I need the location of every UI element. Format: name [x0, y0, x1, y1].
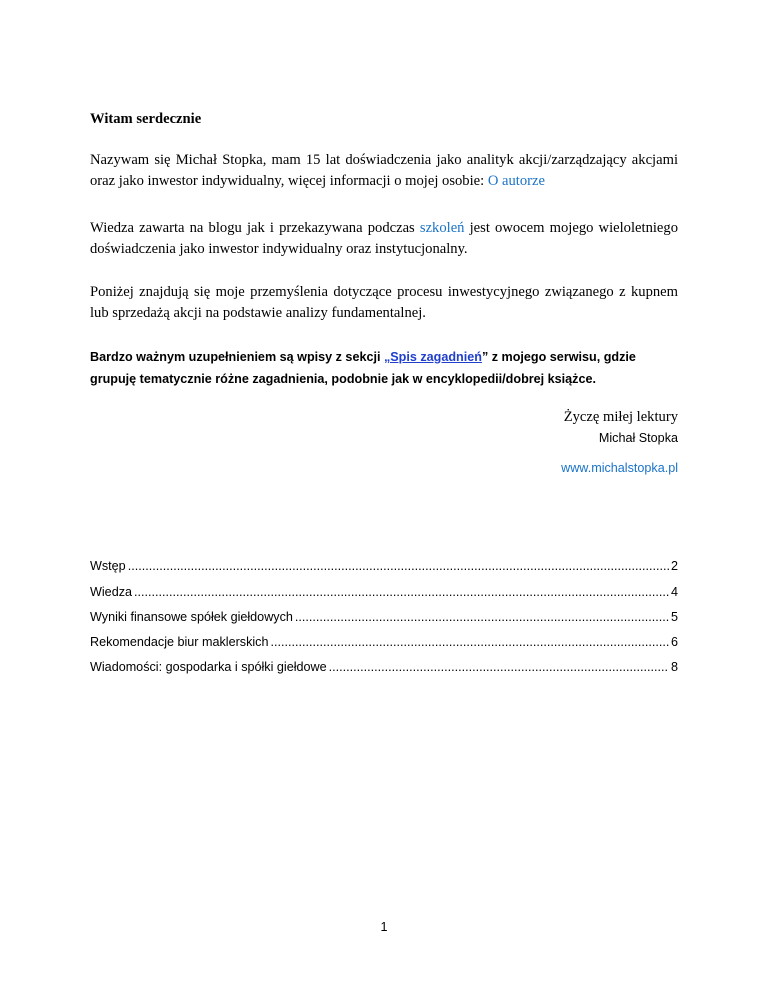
about-author-link[interactable]: O autorze — [487, 173, 545, 189]
toc-leader-dots — [128, 556, 669, 577]
toc-entry[interactable] — [90, 657, 678, 677]
website-link[interactable]: www.michalstopka.pl — [561, 461, 678, 475]
knowledge-text-before: Wiedza zawarta na blogu jak i przekazywana podczas — [90, 220, 420, 236]
toc-entry-label: Wiadomości: gospodarka i spółki giełdowe — [90, 660, 327, 674]
toc-leader-dots — [329, 657, 669, 678]
trainings-link[interactable]: szkoleń — [419, 220, 465, 236]
greeting-heading: Witam serdecznie — [90, 111, 202, 127]
toc-entry-page: 4 — [670, 585, 678, 599]
toc-leader-dots — [134, 582, 669, 603]
toc-entry-label: Rekomendacje biur maklerskich — [90, 635, 269, 649]
page-number: 1 — [380, 920, 388, 934]
toc-entry-label: Wyniki finansowe spółek giełdowych — [90, 610, 293, 624]
important-text-before: Bardzo ważnym uzupełnieniem są wpisy z sekcji — [90, 350, 384, 364]
important-text-after: ” z mojego serwisu, gdzie grupuję tematycznie różne zagadnienia, podobnie jak w encyklopedii/dobrej książce. — [90, 350, 636, 386]
knowledge-paragraph — [90, 218, 678, 260]
topics-index-link[interactable]: „Spis zagadnień — [383, 350, 482, 364]
toc-entry-label: Wstęp — [90, 559, 126, 573]
toc-entry-page: 5 — [670, 610, 678, 624]
toc-leader-dots — [295, 607, 669, 628]
toc-leader-dots — [270, 632, 669, 653]
toc-entry-page: 6 — [670, 635, 678, 649]
toc-entry-label: Wiedza — [90, 585, 132, 599]
knowledge-text-after: jest owocem mojego wieloletniego doświadczenia jako inwestor indywidualny oraz instytucjonalny. — [90, 220, 678, 257]
wish-line: Życzę miłej lektury — [563, 409, 678, 425]
website-link-row — [90, 458, 678, 479]
author-name: Michał Stopka — [598, 431, 678, 445]
important-paragraph — [90, 346, 678, 390]
intro-text: Nazywam się Michał Stopka, mam 15 lat doświadczenia jako analityk akcji/zarządzający akcjami oraz jako inwestor indywidualny, więcej informacji o mojej osobie: — [90, 152, 678, 189]
thoughts-paragraph: Poniżej znajdują się moje przemyślenia dotyczące procesu inwestycyjnego związanego z kupnem lub sprzedażą akcji na podstawie analizy fundamentalnej. — [90, 284, 678, 321]
toc-entry[interactable] — [90, 556, 678, 576]
toc-entry[interactable] — [90, 632, 678, 652]
toc-entry-page: 2 — [670, 559, 678, 573]
toc-entry[interactable] — [90, 607, 678, 627]
toc-entry[interactable] — [90, 582, 678, 602]
toc-entry-page: 8 — [670, 660, 678, 674]
intro-paragraph — [90, 150, 678, 192]
